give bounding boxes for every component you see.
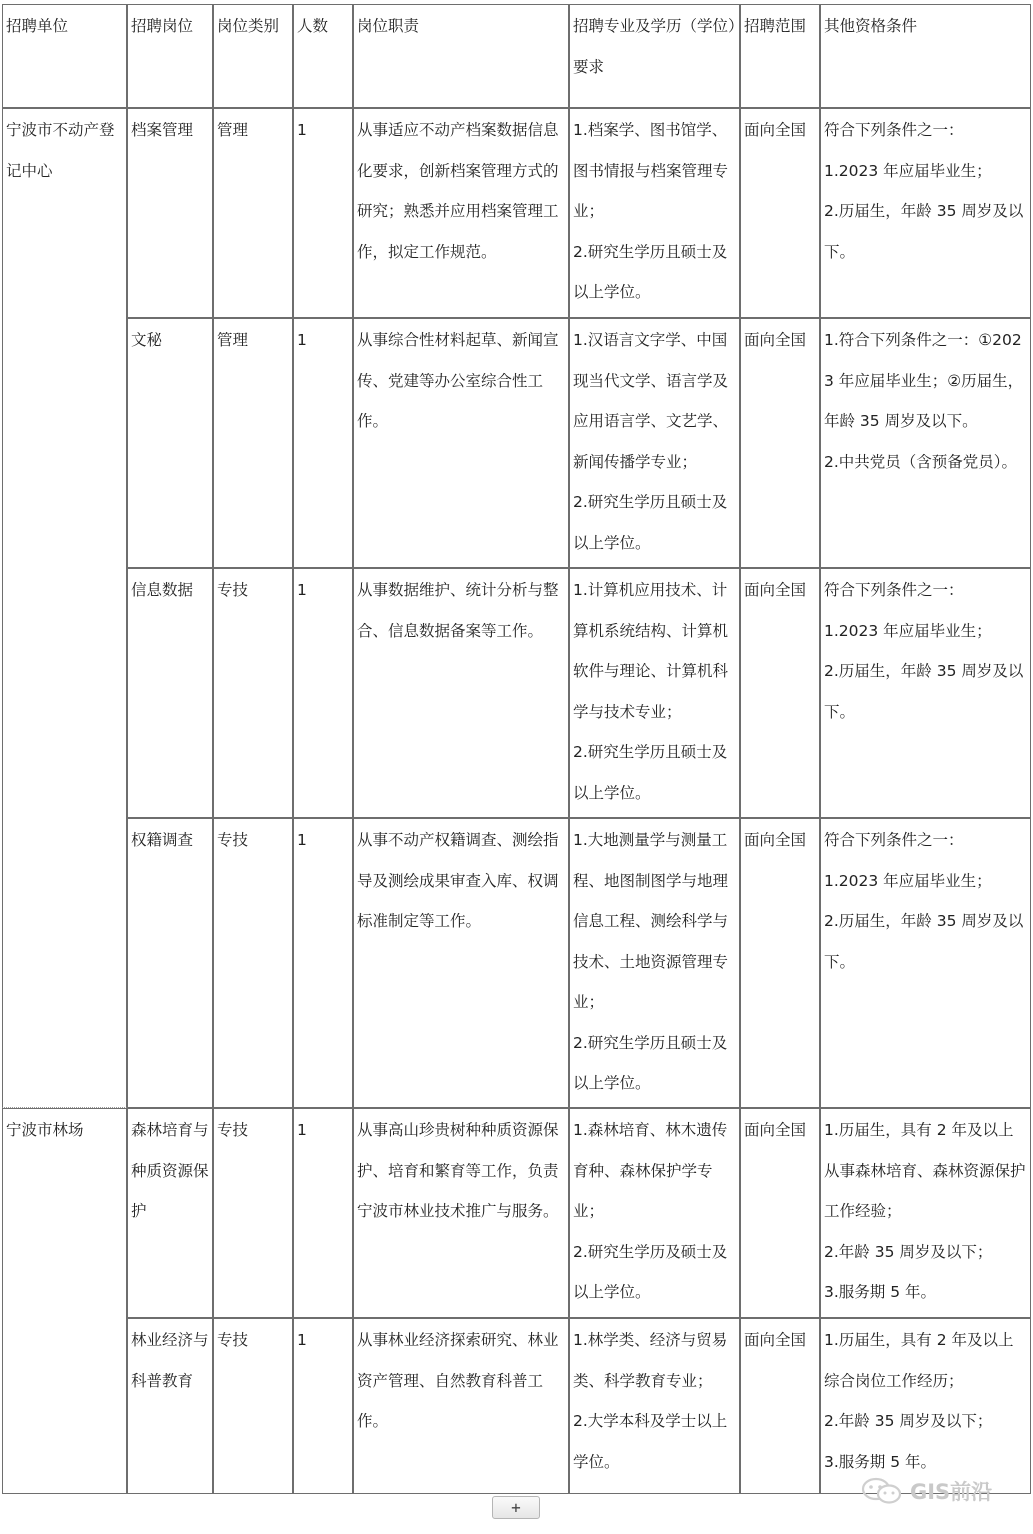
scope-cell: 面向全国 [740,1108,820,1318]
other-line: 1.2023 年应届毕业生； [824,621,992,640]
other-line: 2.历届生，年龄 35 周岁及以下。 [824,662,1024,721]
count-cell: 1 [293,568,353,818]
major-line: 2.研究生学历及硕士及以上学位。 [573,1242,728,1301]
major-cell [569,1318,740,1494]
header-cell: 招聘单位 [2,4,127,108]
other-line: 1.2023 年应届毕业生； [824,161,992,180]
major-line: 1.林学类、经济与贸易类、科学教育专业； [573,1331,728,1390]
major-line: 1.汉语言文字学、中国现当代文学、语言学及应用语言学、文艺学、新闻传播学专业； [573,331,729,471]
table-row [2,568,1031,818]
header-cell: 岗位职责 [353,4,569,108]
duty-cell: 从事林业经济探索研究、林业资产管理、自然教育科普工作。 [353,1318,569,1494]
other-line: 2.中共党员（含预备党员）。 [824,452,1018,471]
other-cell [820,818,1031,1108]
duty-cell: 从事不动产权籍调查、测绘指导及测绘成果审查入库、权调标准制定等工作。 [353,818,569,1108]
duty-cell: 从事适应不动产档案数据信息化要求，创新档案管理方式的研究；熟悉并应用档案管理工作，拟定工作规范。 [353,108,569,318]
post-cell: 权籍调查 [127,818,213,1108]
duty-cell: 从事数据维护、统计分析与整合、信息数据备案等工作。 [353,568,569,818]
major-line: 2.研究生学历且硕士及以上学位。 [573,743,728,802]
table-row [2,818,1031,1108]
watermark-text: GIS前沿 [910,1480,993,1504]
post-cell: 森林培育与种质资源保护 [127,1108,213,1318]
major-line: 1.计算机应用技术、计算机系统结构、计算机软件与理论、计算机科学与技术专业； [573,581,729,721]
category-cell: 管理 [213,108,293,318]
scope-cell: 面向全国 [740,318,820,568]
major-cell [569,568,740,818]
post-cell: 文秘 [127,318,213,568]
category-cell: 专技 [213,568,293,818]
post-cell: 档案管理 [127,108,213,318]
other-cell [820,1108,1031,1318]
other-line: 符合下列条件之一： [824,831,964,849]
major-line: 2.研究生学历且硕士及以上学位。 [573,493,728,552]
other-cell [820,318,1031,568]
table-row [2,108,1031,318]
table-row [2,1108,1031,1318]
category-cell: 专技 [213,1318,293,1494]
duty-cell: 从事综合性材料起草、新闻宣传、党建等办公室综合性工作。 [353,318,569,568]
post-cell: 信息数据 [127,568,213,818]
other-line: 1.历届生，具有 2 年及以上从事森林培育、森林资源保护工作经验； [824,1121,1026,1220]
header-row [2,4,1031,108]
category-cell: 管理 [213,318,293,568]
category-cell: 专技 [213,1108,293,1318]
other-cell [820,108,1031,318]
unit-name-cell: 宁波市不动产登记中心 [2,108,127,1108]
header-cell: 其他资格条件 [820,4,1031,108]
other-line: 符合下列条件之一： [824,581,964,599]
table-row [2,1318,1031,1494]
header-cell: 招聘岗位 [127,4,213,108]
major-line: 1.档案学、图书馆学、图书情报与档案管理专业； [573,121,729,220]
count-cell: 1 [293,818,353,1108]
major-line: 1.森林培育、林木遗传育种、森林保护学专业； [573,1121,728,1220]
major-cell [569,1108,740,1318]
category-cell: 专技 [213,818,293,1108]
other-line: 3.服务期 5 年。 [824,1452,937,1471]
header-cell: 岗位类别 [213,4,293,108]
scope-cell: 面向全国 [740,818,820,1108]
major-cell [569,318,740,568]
major-line: 2.大学本科及学士以上学位。 [573,1412,728,1471]
count-cell: 1 [293,108,353,318]
other-line: 1.2023 年应届毕业生； [824,871,992,890]
other-line: 2.历届生，年龄 35 周岁及以下。 [824,912,1024,971]
header-cell: 招聘专业及学历（学位）要求 [569,4,740,108]
header-cell: 人数 [293,4,353,108]
recruitment-table [2,4,1031,1494]
scope-cell: 面向全国 [740,568,820,818]
scope-cell: 面向全国 [740,108,820,318]
other-cell [820,568,1031,818]
major-cell [569,108,740,318]
duty-cell: 从事高山珍贵树种种质资源保护、培育和繁育等工作，负责宁波市林业技术推广与服务。 [353,1108,569,1318]
scope-cell: 面向全国 [740,1318,820,1494]
other-line: 2.年龄 35 周岁及以下； [824,1412,993,1430]
count-cell: 1 [293,1318,353,1494]
major-cell [569,818,740,1108]
other-line: 2.年龄 35 周岁及以下； [824,1242,993,1261]
other-line: 1.历届生，具有 2 年及以上综合岗位工作经历； [824,1331,1014,1390]
table-row [2,318,1031,568]
count-cell: 1 [293,1108,353,1318]
other-line: 3.服务期 5 年。 [824,1283,937,1301]
header-cell: 招聘范围 [740,4,820,108]
watermark [860,1476,992,1506]
other-line: 符合下列条件之一： [824,121,964,139]
major-line: 2.研究生学历且硕士及以上学位。 [573,242,728,301]
wechat-icon [860,1477,904,1505]
post-cell: 林业经济与科普教育 [127,1318,213,1494]
expand-button[interactable]: + [492,1496,540,1519]
other-line: 2.历届生，年龄 35 周岁及以下。 [824,202,1024,261]
major-line: 1.大地测量学与测量工程、地图制图学与地理信息工程、测绘科学与技术、土地资源管理专业； [573,831,729,1011]
other-line: 1.符合下列条件之一：①2023 年应届毕业生；②历届生，年龄 35 周岁及以下。 [824,331,1024,430]
recruitment-table-wrapper [2,4,1031,1494]
other-cell [820,1318,1031,1494]
count-cell: 1 [293,318,353,568]
major-line: 2.研究生学历且硕士及以上学位。 [573,1033,728,1092]
unit-name-cell: 宁波市林场 [2,1108,127,1494]
